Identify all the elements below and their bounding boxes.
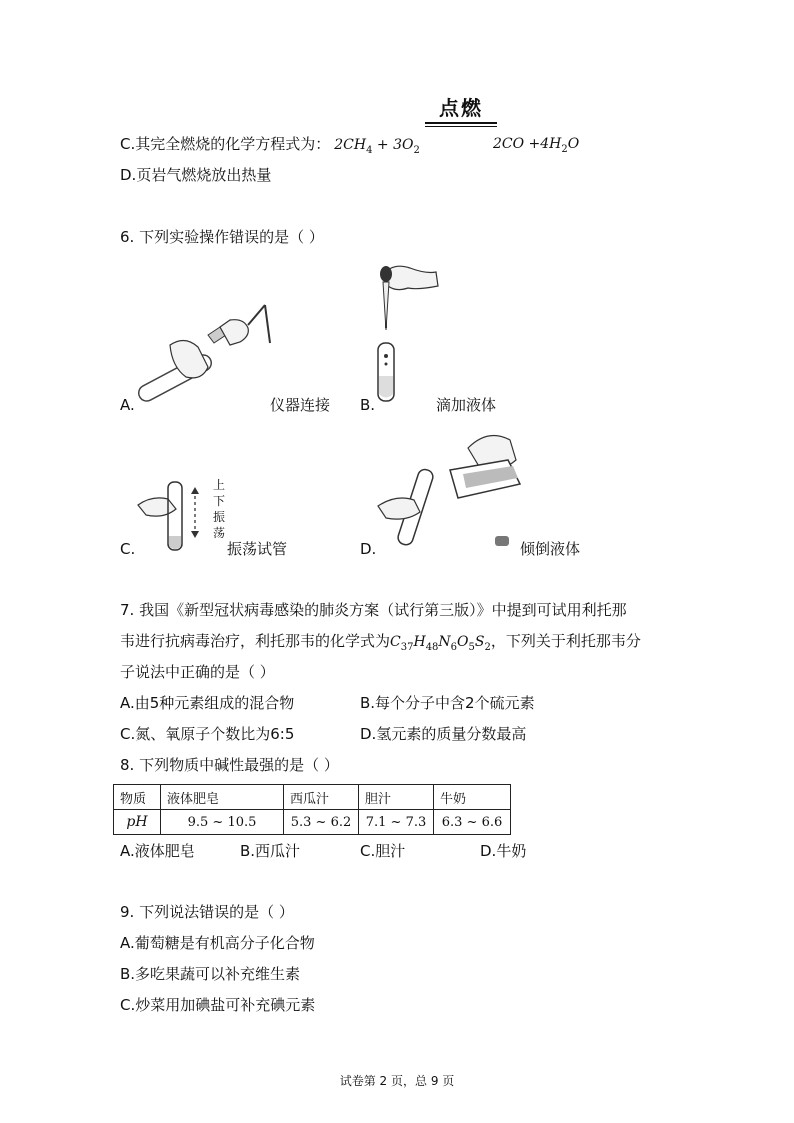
figure-instrument-connection bbox=[130, 315, 280, 410]
q7-option-d: D.氢元素的质量分数最高 bbox=[360, 725, 527, 743]
condition-bar bbox=[425, 122, 497, 127]
q8-stem: 8. 下列物质中碱性最强的是（ ） bbox=[120, 756, 339, 774]
q8-option-a: A.液体肥皂 bbox=[120, 842, 195, 860]
table-row bbox=[114, 785, 511, 810]
reaction-condition bbox=[425, 92, 497, 127]
q6-option-c-letter: C. bbox=[120, 540, 136, 558]
q8-option-c: C.胆汁 bbox=[360, 842, 406, 860]
q5-option-d: D.页岩气燃烧放出热量 bbox=[120, 166, 272, 184]
table-cell: 5.3 ~ 6.2 bbox=[284, 810, 359, 835]
q9-option-b: B.多吃果蔬可以补充维生素 bbox=[120, 965, 301, 983]
equation-lhs: $2CH_4 + 3O_2$ bbox=[334, 137, 420, 156]
table-cell: 牛奶 bbox=[434, 785, 511, 810]
table-cell: 7.1 ~ 7.3 bbox=[359, 810, 434, 835]
q7-option-b: B.每个分子中含2个硫元素 bbox=[360, 694, 535, 712]
q7-stem-line2: 韦进行抗病毒治疗，利托那韦的化学式为$C_{37}H_{48}N_6O_5S_2$，下列关于利托那韦分 bbox=[120, 632, 641, 653]
equation-rhs: $2CO +4H_2O$ bbox=[493, 136, 580, 155]
table-cell: 液体肥皂 bbox=[161, 785, 284, 810]
q7-option-c: C.氮、氧原子个数比为6:5 bbox=[120, 725, 295, 743]
table-cell: pH bbox=[114, 810, 161, 835]
figure-shaking-tube bbox=[138, 480, 208, 555]
q6-option-a-label: 仪器连接 bbox=[270, 396, 331, 414]
q9-option-a: A.葡萄糖是有机高分子化合物 bbox=[120, 934, 315, 952]
q7-stem-line3: 子说法中正确的是（ ） bbox=[120, 663, 275, 681]
q6-stem: 6. 下列实验操作错误的是（ ） bbox=[120, 228, 324, 246]
page-footer: 试卷第 2 页，总 9 页 bbox=[339, 1074, 455, 1088]
q6-option-c-label: 振荡试管 bbox=[227, 540, 288, 558]
q6-option-a-letter: A. bbox=[120, 396, 135, 414]
table-cell: 9.5 ~ 10.5 bbox=[161, 810, 284, 835]
shake-arrow-text: 上 下 振 荡 bbox=[213, 478, 226, 540]
table-cell: 物质 bbox=[114, 785, 161, 810]
q7-option-a: A.由5种元素组成的混合物 bbox=[120, 694, 295, 712]
q8-option-d: D.牛奶 bbox=[480, 842, 527, 860]
q8-option-b: B.西瓜汁 bbox=[240, 842, 301, 860]
condition-text: 点燃 bbox=[439, 96, 483, 120]
q6-option-b-letter: B. bbox=[360, 396, 376, 414]
figure-dropping-liquid bbox=[372, 258, 442, 408]
q9-stem: 9. 下列说法错误的是（ ） bbox=[120, 903, 294, 921]
q6-option-b-label: 滴加液体 bbox=[436, 396, 497, 414]
table-cell: 6.3 ~ 6.6 bbox=[434, 810, 511, 835]
q6-option-d-letter: D. bbox=[360, 540, 377, 558]
table-row bbox=[114, 810, 511, 835]
table-cell: 胆汁 bbox=[359, 785, 434, 810]
q5-option-c bbox=[120, 134, 420, 161]
ritonavir-formula: $C_{37}H_{48}N_6O_5S_2$ bbox=[390, 634, 491, 653]
table-cell: 西瓜汁 bbox=[284, 785, 359, 810]
figure-pouring-liquid bbox=[378, 428, 538, 553]
q6-option-d-label: 倾倒液体 bbox=[520, 540, 581, 558]
q9-option-c: C.炒菜用加碘盐可补充碘元素 bbox=[120, 996, 316, 1014]
q7-stem-line1: 7. 我国《新型冠状病毒感染的肺炎方案（试行第三版）》中提到可试用利托那 bbox=[120, 601, 627, 619]
q5-option-c-text: C.其完全燃烧的化学方程式为： bbox=[120, 135, 331, 153]
ph-table bbox=[113, 784, 511, 835]
